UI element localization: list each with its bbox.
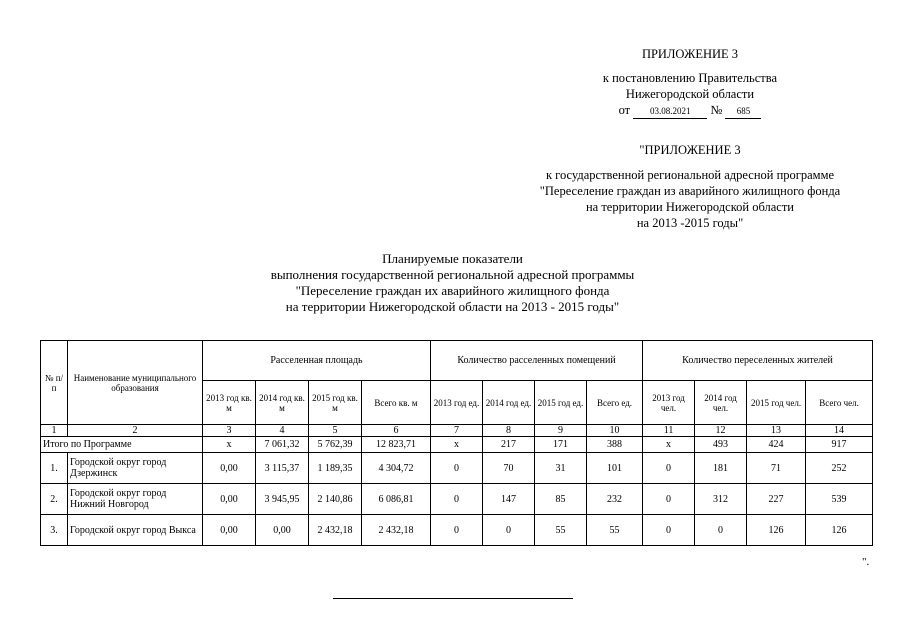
resolution-block (560, 70, 820, 119)
row-cell: 0 (643, 515, 695, 546)
program-line-1: к государственной региональной адресной программе (545, 168, 835, 182)
row-cell: 0 (431, 453, 483, 484)
header-res-2015: 2015 год чел. (747, 381, 806, 425)
row-cell: 0,00 (203, 453, 256, 484)
appendix-title: ПРИЛОЖЕНИЕ 3 (641, 47, 739, 61)
title-line-3: "Переселение граждан их аварийного жилищного фонда (295, 283, 610, 298)
row-cell: 2 140,86 (309, 484, 362, 515)
row-cell: 181 (695, 453, 747, 484)
row-cell: 227 (747, 484, 806, 515)
total-cell: 493 (695, 437, 747, 453)
total-cell: 217 (483, 437, 535, 453)
total-row (41, 437, 873, 453)
row-cell: 0 (695, 515, 747, 546)
col-number: 8 (483, 425, 535, 437)
row-cell: 3 115,37 (256, 453, 309, 484)
program-block (480, 167, 900, 231)
table-row (41, 453, 873, 484)
row-num: 1. (41, 453, 68, 484)
row-cell: 1 189,35 (309, 453, 362, 484)
total-cell: 917 (806, 437, 873, 453)
closing-quote: ". (862, 556, 870, 568)
total-cell: x (203, 437, 256, 453)
row-cell: 3 945,95 (256, 484, 309, 515)
row-cell: 312 (695, 484, 747, 515)
row-name: Городской округ город Дзержинск (68, 453, 203, 484)
row-cell: 4 304,72 (362, 453, 431, 484)
row-cell: 0,00 (203, 515, 256, 546)
total-label: Итого по Программе (41, 437, 203, 453)
header-rooms-2014: 2014 год ед. (483, 381, 535, 425)
total-cell: 171 (535, 437, 587, 453)
col-number: 4 (256, 425, 309, 437)
row-num: 2. (41, 484, 68, 515)
bottom-divider (333, 598, 573, 599)
row-cell: 0 (643, 453, 695, 484)
row-cell: 232 (587, 484, 643, 515)
col-number: 14 (806, 425, 873, 437)
header-num: № п/п (41, 341, 68, 425)
header-rooms-total: Всего ед. (587, 381, 643, 425)
row-cell: 31 (535, 453, 587, 484)
col-number: 12 (695, 425, 747, 437)
col-number: 6 (362, 425, 431, 437)
program-appendix-title: "ПРИЛОЖЕНИЕ 3 (639, 143, 741, 157)
indicators-table (40, 340, 873, 546)
row-cell: 2 432,18 (362, 515, 431, 546)
title-line-1: Планируемые показатели (382, 251, 523, 266)
column-numbers-row (41, 425, 873, 437)
col-number: 13 (747, 425, 806, 437)
number-sign: № (710, 103, 723, 117)
total-cell: 7 061,32 (256, 437, 309, 453)
col-number: 11 (643, 425, 695, 437)
row-cell: 2 432,18 (309, 515, 362, 546)
title-line-2: выполнения государственной региональной адресной программы (270, 267, 635, 282)
program-line-3: на территории Нижегородской области (585, 200, 794, 214)
row-cell: 0 (431, 484, 483, 515)
table-row (41, 515, 873, 546)
row-cell: 126 (747, 515, 806, 546)
total-cell: x (431, 437, 483, 453)
row-cell: 0 (431, 515, 483, 546)
row-name: Городской округ город Выкса (68, 515, 203, 546)
date-value: 03.08.2021 (633, 105, 707, 119)
total-cell: 388 (587, 437, 643, 453)
col-number: 10 (587, 425, 643, 437)
row-cell: 0,00 (256, 515, 309, 546)
resolution-date-line (560, 102, 820, 119)
row-cell: 126 (806, 515, 873, 546)
col-number: 2 (68, 425, 203, 437)
row-name: Городской округ город Нижний Новгород (68, 484, 203, 515)
total-cell: 5 762,39 (309, 437, 362, 453)
header-area-2014: 2014 год кв. м (256, 381, 309, 425)
header-group-rooms: Количество расселенных помещений (431, 341, 643, 381)
row-cell: 71 (747, 453, 806, 484)
resolution-line-2: Нижегородской области (625, 87, 755, 101)
table-header-row-1 (41, 341, 873, 381)
row-cell: 252 (806, 453, 873, 484)
col-number: 3 (203, 425, 256, 437)
program-line-2: "Переселение граждан из аварийного жилищного фонда (539, 184, 841, 198)
row-num: 3. (41, 515, 68, 546)
header-name: Наименование муниципального образования (68, 341, 203, 425)
col-number: 1 (41, 425, 68, 437)
header-res-2014: 2014 год чел. (695, 381, 747, 425)
col-number: 7 (431, 425, 483, 437)
header-group-area: Расселенная площадь (203, 341, 431, 381)
appendix-header (560, 46, 820, 62)
document-title (160, 251, 745, 315)
header-area-total: Всего кв. м (362, 381, 431, 425)
title-line-4: на территории Нижегородской области на 2013 - 2015 годы" (285, 299, 620, 314)
program-line-4: на 2013 -2015 годы" (636, 216, 744, 230)
resolution-line-1: к постановлению Правительства (602, 71, 778, 85)
header-res-2013: 2013 год чел. (643, 381, 695, 425)
total-cell: 424 (747, 437, 806, 453)
total-cell: x (643, 437, 695, 453)
col-number: 5 (309, 425, 362, 437)
header-area-2015: 2015 год кв. м (309, 381, 362, 425)
row-cell: 55 (535, 515, 587, 546)
date-prefix: от (618, 103, 631, 117)
header-res-total: Всего чел. (806, 381, 873, 425)
col-number: 9 (535, 425, 587, 437)
row-cell: 0 (483, 515, 535, 546)
row-cell: 147 (483, 484, 535, 515)
header-rooms-2013: 2013 год ед. (431, 381, 483, 425)
row-cell: 0,00 (203, 484, 256, 515)
table-row (41, 484, 873, 515)
row-cell: 539 (806, 484, 873, 515)
number-value: 685 (725, 105, 761, 119)
row-cell: 55 (587, 515, 643, 546)
header-rooms-2015: 2015 год ед. (535, 381, 587, 425)
row-cell: 70 (483, 453, 535, 484)
row-cell: 6 086,81 (362, 484, 431, 515)
row-cell: 85 (535, 484, 587, 515)
total-cell: 12 823,71 (362, 437, 431, 453)
header-group-residents: Количество переселенных жителей (643, 341, 873, 381)
row-cell: 101 (587, 453, 643, 484)
header-area-2013: 2013 год кв. м (203, 381, 256, 425)
row-cell: 0 (643, 484, 695, 515)
